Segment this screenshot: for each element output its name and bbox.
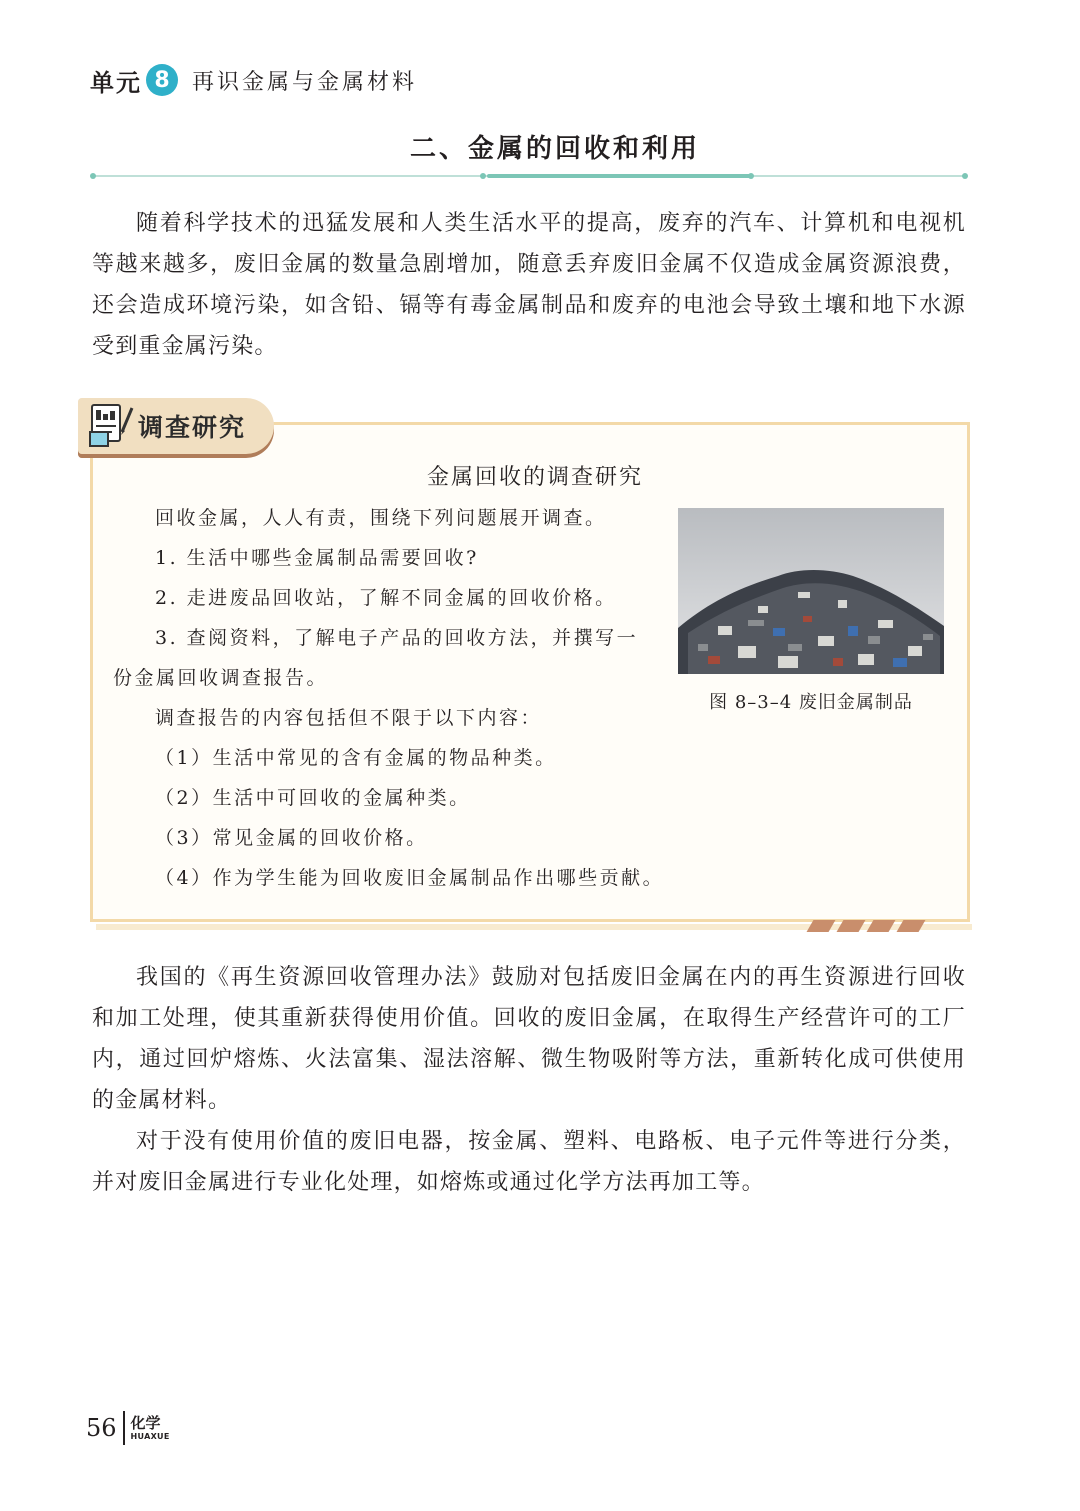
question-1: 1. 生活中哪些金属制品需要回收? — [155, 547, 479, 569]
page-number: 56 — [86, 1414, 117, 1442]
question-2: 2. 走进废品回收站，了解不同金属的回收价格。 — [155, 587, 617, 609]
paragraph-3: 对于没有使用价值的废旧电器，按金属、塑料、电路板、电子元件等进行分类，并对废旧金属进行专业化处理，如熔炼或通过化学方法再加工等。 — [92, 1129, 966, 1195]
report-intro: 调查报告的内容包括但不限于以下内容： — [155, 707, 543, 729]
footer-separator — [123, 1411, 125, 1445]
report-item-1: （1）生活中常见的含有金属的物品种类。 — [155, 747, 557, 769]
unit-number-badge: 8 — [146, 64, 178, 96]
question-3: 3. 查阅资料，了解电子产品的回收方法，并撰写一份金属回收调查报告。 — [113, 627, 639, 689]
unit-label: 单元 — [90, 68, 142, 97]
scrap-metal-photo — [678, 508, 944, 674]
report-item-2: （2）生活中可回收的金属种类。 — [155, 787, 471, 809]
unit-title: 再识金属与金属材料 — [192, 69, 418, 95]
paragraph-2: 我国的《再生资源回收管理办法》鼓励对包括废旧金属在内的再生资源进行回收和加工处理，使其重新获得使用价值。回收的废旧金属，在取得生产经营许可的工厂内，通过回炉熔炼、火法富集、湿法溶解、微生物吸附等方法，重新转化成可供使用的金属材料。 — [92, 965, 966, 1113]
research-title: 金属回收的调查研究 — [426, 465, 643, 490]
intro-paragraph: 随着科学技术的迅猛发展和人类生活水平的提高，废弃的汽车、计算机和电视机等越来越多，废旧金属的数量急剧增加，随意丢弃废旧金属不仅造成金属资源浪费，还会造成环境污染，如含铅、镉等有毒金属制品和废弃的电池会导致土壤和地下水源受到重金属污染。 — [92, 211, 966, 359]
section-divider — [92, 174, 966, 178]
section-title: 二、金属的回收和利用 — [409, 134, 700, 164]
figure-caption: 图 8–3–4 废旧金属制品 — [709, 692, 913, 713]
research-tag-label: 调查研究 — [138, 413, 247, 442]
page-footer — [86, 1408, 170, 1448]
footer-subject — [130, 1413, 170, 1441]
lab-report-icon — [88, 402, 136, 448]
subject-chinese: 化学 — [130, 1413, 161, 1432]
decorative-stripes — [810, 920, 920, 932]
unit-header — [90, 60, 417, 100]
research-tag — [78, 398, 274, 454]
subject-pinyin: HUAXUE — [130, 1431, 170, 1441]
report-item-3: （3）常见金属的回收价格。 — [155, 827, 428, 849]
report-item-4: （4）作为学生能为回收废旧金属制品作出哪些贡献。 — [155, 867, 665, 889]
research-intro: 回收金属，人人有责，围绕下列问题展开调查。 — [155, 507, 607, 529]
